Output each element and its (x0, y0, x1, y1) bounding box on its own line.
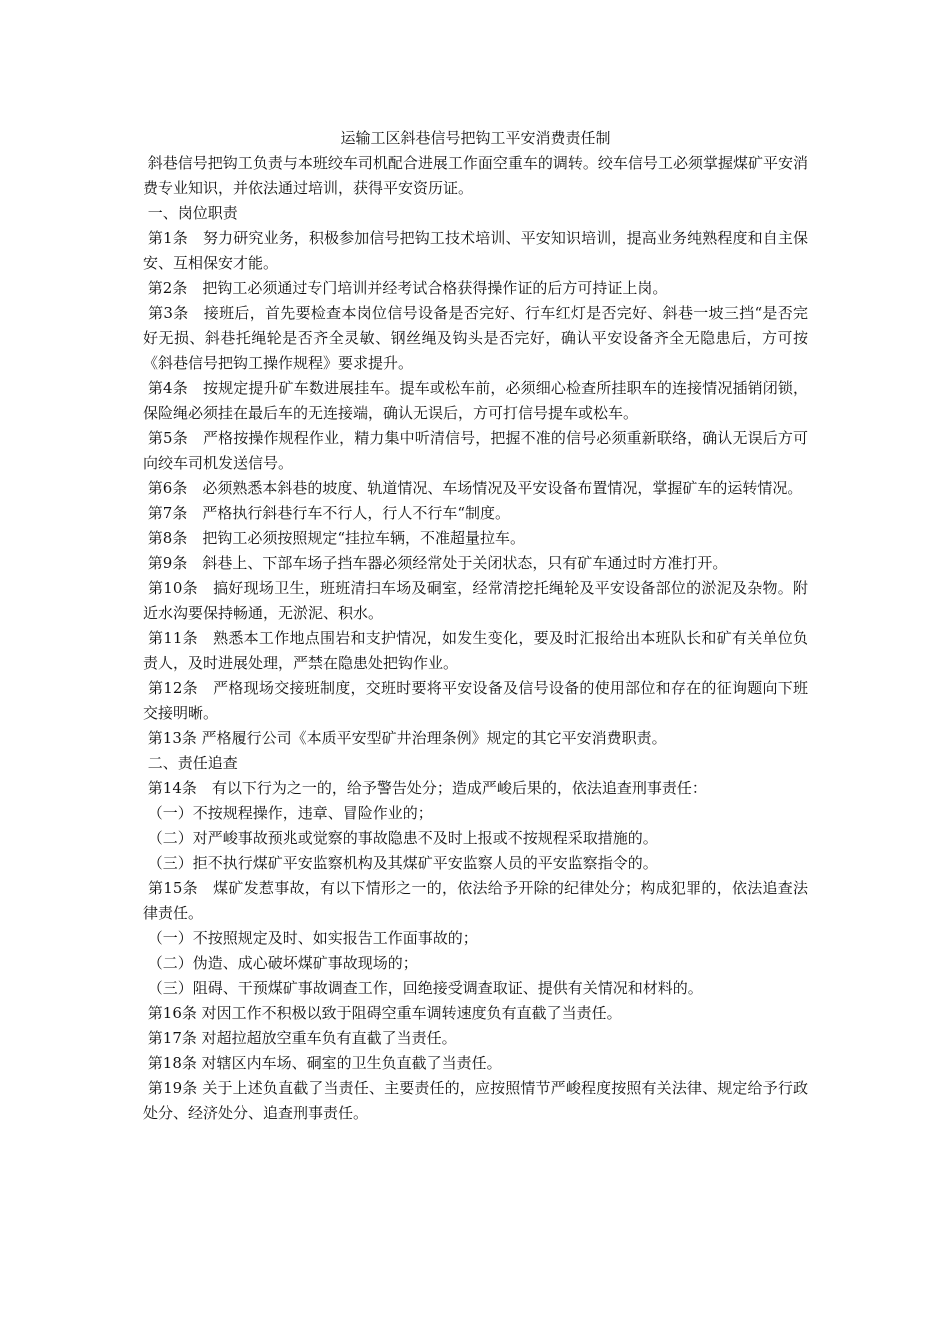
article-14-item-3: （三）拒不执行煤矿平安监察机构及其煤矿平安监察人员的平安监察指令的。 (143, 854, 658, 872)
article-1: 第1条 努力研究业务，积极参加信号把钩工技术培训、平安知识培训，提高业务纯熟程度和自主保安、互相保安才能。 (143, 229, 808, 272)
article-14: 第14条 有以下行为之一的，给予警告处分；造成严峻后果的，依法追查刑事责任： (143, 779, 707, 797)
article-2: 第2条 把钩工必须通过专门培训并经考试合格获得操作证的后方可持证上岗。 (143, 279, 668, 297)
article-15-item-1: （一）不按照规定及时、如实报告工作面事故的； (143, 929, 478, 947)
article-8: 第8条 把钩工必须按照规定“挂拉车辆，不准超量拉车。 (143, 529, 525, 547)
article-6: 第6条 必须熟悉本斜巷的坡度、轨道情况、车场情况及平安设备布置情况，掌握矿车的运转情况。 (143, 479, 803, 497)
section-heading-duties: 一、岗位职责 (143, 204, 238, 222)
section-heading-accountability: 二、责任追查 (143, 754, 238, 772)
article-15: 第15条 煤矿发惹事故，有以下情形之一的，依法给予开除的纪律处分；构成犯罪的，依法追查法律责任。 (143, 879, 808, 922)
article-11: 第11条 熟悉本工作地点围岩和支护情况，如发生变化，要及时汇报给出本班队长和矿有关单位负责人，及时进展处理，严禁在隐患处把钩作业。 (143, 629, 808, 672)
article-18: 第18条 对辖区内车场、硐室的卫生负直截了当责任。 (143, 1054, 502, 1072)
article-13: 第13条 严格履行公司《本质平安型矿井治理条例》规定的其它平安消费职责。 (143, 729, 667, 747)
article-10: 第10条 搞好现场卫生，班班清扫车场及硐室，经常清挖托绳轮及平安设备部位的淤泥及杂物。附近水沟要保持畅通，无淤泥、积水。 (143, 579, 808, 622)
article-15-item-3: （三）阻碍、干预煤矿事故调查工作，回绝接受调查取证、提供有关情况和材料的。 (143, 979, 703, 997)
document-title: 运输工区斜巷信号把钩工平安消费责任制 (340, 129, 611, 147)
article-14-item-2: （二）对严峻事故预兆或觉察的事故隐患不及时上报或不按规程采取措施的。 (143, 829, 658, 847)
article-16: 第16条 对因工作不积极以致于阻碍空重车调转速度负有直截了当责任。 (143, 1004, 622, 1022)
article-17: 第17条 对超拉超放空重车负有直截了当责任。 (143, 1029, 457, 1047)
article-9: 第9条 斜巷上、下部车场子挡车器必须经常处于关闭状态，只有矿车通过时方准打开。 (143, 554, 728, 572)
article-3: 第3条 接班后，首先要检查本岗位信号设备是否完好、行车红灯是否完好、斜巷一坡三挡“是否完好无损、斜巷托绳轮是否齐全灵敏、钢丝绳及钩头是否完好，确认平安设备齐全无隐患后，方可按《斜巷信号把钩工操作规程》要求提升。 (143, 304, 808, 372)
article-19: 第19条 关于上述负直截了当责任、主要责任的，应按照情节严峻程度按照有关法律、规定给予行政处分、经济处分、追查刑事责任。 (143, 1079, 808, 1122)
article-7: 第7条 严格执行斜巷行车不行人，行人不行车“制度。 (143, 504, 510, 522)
article-14-item-1: （一）不按规程操作，违章、冒险作业的； (143, 804, 433, 822)
article-15-item-2: （二）伪造、成心破坏煤矿事故现场的； (143, 954, 418, 972)
article-12: 第12条 严格现场交接班制度，交班时要将平安设备及信号设备的使用部位和存在的征询题向下班交接明晰。 (143, 679, 808, 722)
document-body (143, 126, 808, 1126)
article-5: 第5条 严格按操作规程作业，精力集中听清信号，把握不准的信号必须重新联络，确认无误后方可向绞车司机发送信号。 (143, 429, 808, 472)
intro-paragraph: 斜巷信号把钩工负责与本班绞车司机配合进展工作面空重车的调转。绞车信号工必须掌握煤矿平安消费专业知识，并依法通过培训，获得平安资历证。 (143, 154, 808, 197)
article-4: 第4条 按规定提升矿车数进展挂车。提车或松车前，必须细心检查所挂职车的连接情况插销闭锁，保险绳必须挂在最后车的无连接端，确认无误后，方可打信号提车或松车。 (143, 379, 808, 422)
